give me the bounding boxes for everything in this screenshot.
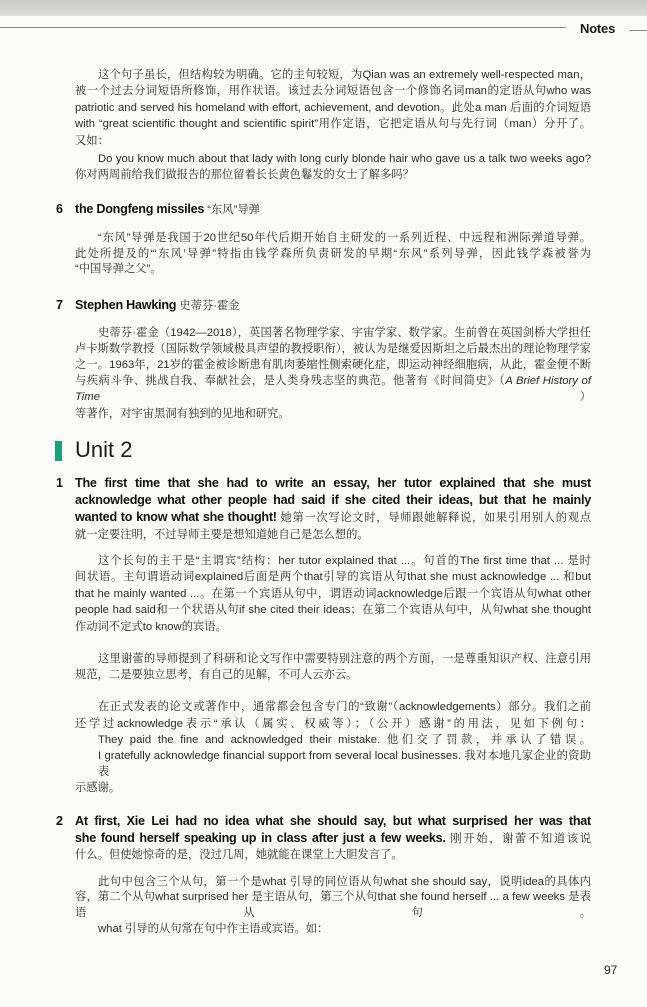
- text-line: [75, 262, 591, 278]
- bold-text: wanted to know what she thought!: [75, 510, 277, 525]
- bold-text: she found herself speaking up in class after just a few weeks.: [75, 830, 446, 845]
- text-line: [75, 83, 591, 99]
- text-line: [75, 619, 591, 636]
- text-segment: 还学过acknowledge表示“承认（属实、权威等）；（公开）感谢”的用法，见如下例句：: [75, 717, 591, 730]
- text-segment: 刚开始，谢蕾不知道该说: [445, 832, 592, 845]
- text-segment: 这个长句的主干是“主谓宾”结构：her tutor explained that ...。句首的The first time that ... 是时: [98, 554, 591, 567]
- text-segment: 又如：: [75, 134, 109, 147]
- text-segment: ）: [100, 391, 591, 404]
- text-segment: I gratefully acknowledge financial support from several local businesses. 我对本地几家企业的资助表: [98, 750, 591, 779]
- text-segment: “东风”导弹是我国于20世纪50年代后期开始自主研发的一系列近程、中远程和洲际弹道导弹。: [98, 232, 591, 245]
- text-segment: 间状语。主句谓语动词explained后面是两个that引导的宾语从句that she must acknowledge ... 和but: [75, 571, 591, 584]
- note-heading: [56, 296, 591, 315]
- text-segment: They paid the fine and acknowledged their mistake. 他们交了罚款，并承认了错误。: [98, 733, 591, 746]
- text-segment: patriotic and served his homeland with effort, achievement, and devotion。此处a man 后面的介词短语: [75, 101, 591, 114]
- text-line: [75, 780, 591, 796]
- text-line: [75, 357, 591, 373]
- text-line: [75, 875, 591, 891]
- text-line: [75, 116, 591, 132]
- text-line: [75, 296, 591, 315]
- note-number: 2: [56, 813, 64, 828]
- text-segment: 规范，二是要独立思考，有自己的见解，不可人云亦云。: [75, 669, 358, 682]
- text-segment: 之一。1963年，21岁的霍金被诊断患有肌肉萎缩性侧索硬化症，即运动神经细胞病，从此，霍金便不断: [75, 358, 591, 371]
- unit-accent-bar: [55, 441, 62, 461]
- note-paragraph: [75, 67, 591, 149]
- text-segment: Do you know much about that lady with long curly blonde hair who gave us a talk two weeks ago?: [98, 153, 591, 166]
- text-line: [75, 553, 591, 570]
- text-line: [75, 732, 591, 748]
- text-segment: 史蒂芬·霍金: [176, 299, 240, 312]
- text-line: [75, 492, 591, 509]
- text-segment: people had said和一个状语从句if she cited their ideas；在第二个宾语从句中，从句what she thought: [75, 604, 591, 617]
- note-paragraph: [75, 553, 591, 636]
- unit-title: Unit 2: [75, 436, 133, 462]
- text-segment: 被一个过去分词短语所修饰，用作状语。该过去分词短语包含一个修饰名词man的定语从句who was: [75, 85, 591, 98]
- text-line: [75, 509, 591, 526]
- text-line: [75, 716, 591, 732]
- text-segment: “中国导弹之父”。: [75, 263, 162, 276]
- text-segment: 容，第二个从句what surprised her 是主语从句，第三个从句that she found herself ... a few weeks 是表: [75, 891, 591, 904]
- note-paragraph: [75, 699, 591, 796]
- text-line: [75, 847, 591, 863]
- note-number: 6: [56, 202, 64, 217]
- text-segment: 这里谢蕾的导师提到了科研和论文写作中需要特别注意的两个方面，一是尊重知识产权、注意引用: [98, 653, 591, 666]
- text-line: [75, 167, 591, 183]
- text-segment: 作动词不定式to know的宾语。: [75, 620, 227, 633]
- text-segment: 这个句子虽长，但结构较为明确。它的主句较短，为Qian was an extremely well-respected man，: [98, 69, 591, 81]
- note-paragraph: [75, 325, 591, 422]
- text-segment: 她第一次写论文时，导师跟她解释说，如果引用别人的观点: [276, 512, 591, 525]
- text-line: [75, 922, 591, 938]
- note-heading: [56, 475, 591, 543]
- text-segment: 示感谢。: [75, 782, 121, 795]
- text-line: [75, 748, 591, 780]
- text-line: [75, 67, 591, 83]
- notes-section-label: Notes: [580, 21, 616, 36]
- text-segment: that he mainly wanted ...。在第一个宾语从句中，谓语动词acknowledge后跟一个宾语从句what other: [75, 587, 591, 600]
- text-line: [75, 602, 591, 619]
- text-line: [75, 699, 591, 715]
- note-heading: [56, 813, 592, 863]
- text-line: [75, 475, 591, 492]
- text-segment: 在正式发表的论文或著作中，通常都会包含专门的“致谢”（acknowledgements）部分。我们之前: [98, 701, 591, 714]
- text-line: [75, 151, 591, 167]
- bold-text: The first time that she had to write an essay, her tutor explained that she must: [75, 475, 591, 490]
- bold-text: the Dongfeng missiles: [75, 202, 205, 217]
- text-segment: what 引导的从句常在句中作主语或宾语。如：: [98, 922, 329, 935]
- text-line: [75, 667, 591, 683]
- text-line: [75, 586, 591, 603]
- unit-heading: [55, 436, 647, 463]
- page-number: 97: [604, 963, 618, 978]
- text-line: [75, 373, 591, 405]
- text-line: [75, 325, 591, 341]
- text-line: [75, 813, 591, 830]
- text-segment: 此处所提及的“‘东风’导弹”特指由钱学森所负责研发的早期“东风”系列导弹，因此钱学森被誉为: [75, 247, 591, 260]
- note-paragraph: [75, 231, 591, 278]
- text-segment: 什么。但使她惊奇的是，没过几周，她就能在课堂上大胆发言了。: [75, 848, 403, 861]
- text-line: [75, 569, 591, 586]
- text-line: [75, 651, 591, 667]
- bold-text: Stephen Hawking: [75, 297, 177, 312]
- text-segment: 就一定要注明，不过导师主要是想知道她自己是怎么想的。: [75, 528, 369, 541]
- text-segment: 史蒂芬·霍金（1942—2018），英国著名物理学家、宇宙学家、数学家。生前曾在英国剑桥大学担任: [98, 326, 591, 339]
- text-segment: with “great scientific thought and scientific spirit”用作定语，它把定语从句与先行词（man）分开了。: [75, 118, 591, 131]
- note-paragraph: [75, 875, 591, 938]
- text-segment: 此句中包含三个从句，第一个是what 引导的同位语从句what she should say，说明idea的具体内: [98, 875, 591, 888]
- text-line: [75, 890, 591, 906]
- note-paragraph: [75, 651, 591, 683]
- note-number: 7: [56, 297, 64, 312]
- text-segment: 与疾病斗争、挑战自我、奉献社会，是人类身残志坚的典范。他著有《时间简史》（: [75, 375, 506, 388]
- bold-text: At first, Xie Lei had no idea what she should say, but what surprised her was that: [75, 813, 591, 828]
- text-line: [75, 247, 591, 263]
- text-segment: 等著作，对宇宙黑洞有独到的见地和研究。: [75, 407, 290, 420]
- text-segment: 语从句。: [75, 907, 591, 920]
- text-line: [75, 231, 591, 247]
- text-line: [75, 527, 591, 543]
- text-segment: 你对两周前给我们做报告的那位留着长长黄色鬈发的女士了解多吗？: [75, 169, 414, 182]
- text-line: [75, 200, 591, 219]
- text-line: [75, 906, 591, 922]
- note-paragraph: [75, 151, 591, 183]
- note-number: 1: [56, 475, 64, 490]
- text-line: [75, 341, 591, 357]
- text-line: [75, 830, 591, 847]
- note-heading: [56, 200, 591, 219]
- bold-text: acknowledge what other people had said if she cited their ideas, but that he mainly: [75, 493, 591, 508]
- text-segment: 卢卡斯数学教授（国际数学领域极具声望的教授职衔），被认为是继爱因斯坦之后最杰出的理论物理学家: [75, 342, 591, 355]
- italic-title: A Brief History of Time: [75, 375, 591, 404]
- text-line: [75, 133, 591, 149]
- text-line: [75, 406, 591, 422]
- text-line: [75, 100, 591, 116]
- text-segment: “东风”导弹: [204, 204, 260, 217]
